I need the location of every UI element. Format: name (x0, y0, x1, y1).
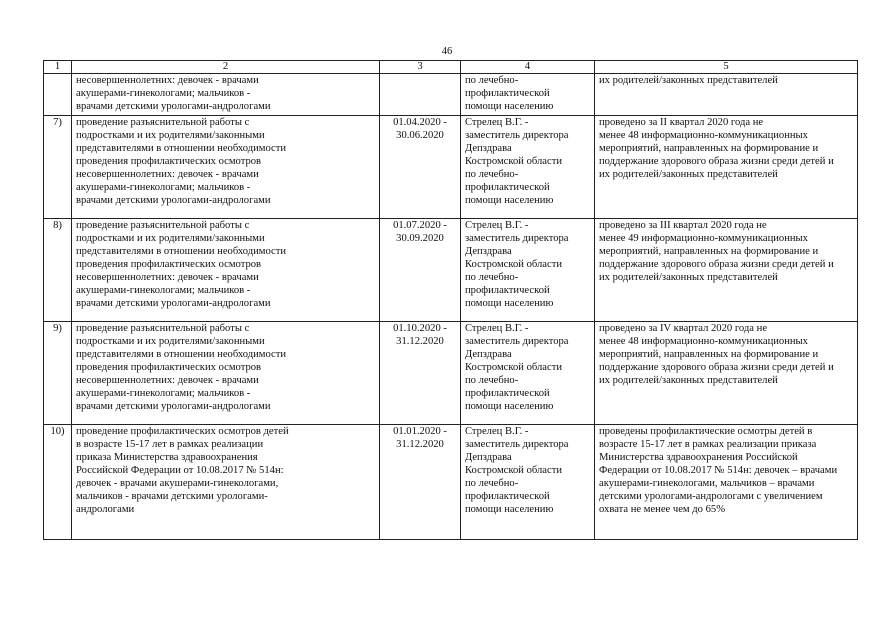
row-number-cell: 10) (44, 425, 72, 540)
row-number-cell: 9) (44, 322, 72, 425)
row-number-cell: 7) (44, 116, 72, 219)
result-line: их родителей/законных представителей (599, 272, 778, 283)
responsible-line: профилактической (465, 182, 550, 193)
responsible-line: по лечебно- (465, 75, 519, 86)
measure-text-line: несовершеннолетних: девочек - врачами (76, 272, 259, 283)
responsible-line: Костромской области (465, 259, 562, 270)
period-line: 30.06.2020 (396, 130, 444, 141)
measure-text-line: представителями в отношении необходимости (76, 143, 287, 154)
result-line: проведены профилактические осмотры детей в (599, 426, 813, 437)
responsible-line: Стрелец В.Г. - (465, 323, 529, 334)
result-line: возрасте 15-17 лет в рамках реализации приказа (599, 439, 817, 450)
result-line: проведено за IV квартал 2020 года не (599, 323, 768, 334)
measure-text-line: проведение разъяснительной работы с (76, 323, 250, 334)
responsible-line: помощи населению (465, 401, 554, 412)
responsible-cell (461, 425, 595, 540)
measure-text-line: проведение профилактических осмотров детей (76, 426, 289, 437)
result-line: проведено за III квартал 2020 года не (599, 220, 767, 231)
header-row (44, 61, 858, 74)
responsible-line: Костромской области (465, 362, 562, 373)
responsible-line: Стрелец В.Г. - (465, 117, 529, 128)
responsible-line: Депздрава (465, 349, 512, 360)
measure-text-line: проведения профилактических осмотров (76, 156, 262, 167)
measure-text-line: несовершеннолетних: девочек - врачами (76, 75, 259, 86)
responsible-line: помощи населению (465, 504, 554, 515)
responsible-line: Костромской области (465, 465, 562, 476)
responsible-line: помощи населению (465, 298, 554, 309)
result-line: Федерации от 10.08.2017 № 514н: девочек – врачами (599, 465, 838, 476)
period-cell (380, 322, 461, 425)
responsible-line: заместитель директора (465, 130, 569, 141)
period-cell (380, 74, 461, 116)
period-line: 31.12.2020 (396, 336, 444, 347)
result-line: их родителей/законных представителей (599, 169, 778, 180)
responsible-cell (461, 74, 595, 116)
measure-text-line: проведения профилактических осмотров (76, 259, 262, 270)
responsible-line: Костромской области (465, 156, 562, 167)
responsible-line: помощи населению (465, 101, 554, 112)
result-line: поддержание здорового образа жизни среди детей и (599, 362, 834, 373)
table-row (44, 219, 858, 322)
responsible-line: Депздрава (465, 143, 512, 154)
measure-description-cell (72, 74, 380, 116)
measure-text-line: несовершеннолетних: девочек - врачами (76, 375, 259, 386)
period-line: 01.07.2020 - (393, 220, 447, 231)
measure-text-line: представителями в отношении необходимости (76, 349, 287, 360)
result-cell (595, 116, 858, 219)
result-line: менее 49 информационно-коммуникационных (599, 233, 808, 244)
column-header: 3 (380, 61, 461, 74)
measure-text-line: несовершеннолетних: девочек - врачами (76, 169, 259, 180)
result-line: проведено за II квартал 2020 года не (599, 117, 764, 128)
result-line: их родителей/законных представителей (599, 75, 778, 86)
responsible-cell (461, 219, 595, 322)
responsible-line: по лечебно- (465, 272, 519, 283)
table-row (44, 425, 858, 540)
measure-text-line: андрологами (76, 504, 135, 515)
result-line: мероприятий, направленных на формирование и (599, 246, 819, 257)
result-cell (595, 425, 858, 540)
row-number-cell: 8) (44, 219, 72, 322)
responsible-line: Депздрава (465, 246, 512, 257)
period-line: 01.10.2020 - (393, 323, 447, 334)
table-row (44, 116, 858, 219)
measure-description-cell (72, 219, 380, 322)
result-line: мероприятий, направленных на формирование и (599, 349, 819, 360)
measure-text-line: Российской Федерации от 10.08.2017 № 514н: (76, 465, 284, 476)
measure-text-line: врачами детскими урологами-андрологами (76, 298, 271, 309)
result-cell (595, 219, 858, 322)
responsible-line: Стрелец В.Г. - (465, 220, 529, 231)
measure-text-line: акушерами-гинекологами; мальчиков - (76, 88, 251, 99)
result-line: менее 48 информационно-коммуникационных (599, 130, 808, 141)
result-cell (595, 322, 858, 425)
responsible-line: профилактической (465, 491, 550, 502)
responsible-line: по лечебно- (465, 169, 519, 180)
row-number-cell (44, 74, 72, 116)
measure-text-line: девочек - врачами акушерами-гинекологами, (76, 478, 279, 489)
measure-text-line: в возрасте 15-17 лет в рамках реализации (76, 439, 264, 450)
responsible-line: заместитель директора (465, 439, 569, 450)
measure-text-line: акушерами-гинекологами; мальчиков - (76, 182, 251, 193)
period-line: 01.01.2020 - (393, 426, 447, 437)
period-line: 30.09.2020 (396, 233, 444, 244)
column-header: 2 (72, 61, 380, 74)
measure-text-line: подростками и их родителями/законными (76, 233, 265, 244)
measure-text-line: врачами детскими урологами-андрологами (76, 195, 271, 206)
period-cell (380, 425, 461, 540)
responsible-line: профилактической (465, 88, 550, 99)
result-line: Министерства здравоохранения Российской (599, 452, 798, 463)
measure-text-line: проведения профилактических осмотров (76, 362, 262, 373)
result-line: детскими урологами-андрологами с увеличением (599, 491, 823, 502)
column-header: 4 (461, 61, 595, 74)
result-line: акушерами-гинекологами, мальчиков – врачами (599, 478, 815, 489)
result-line: мероприятий, направленных на формирование и (599, 143, 819, 154)
measure-text-line: проведение разъяснительной работы с (76, 220, 250, 231)
measure-description-cell (72, 322, 380, 425)
measure-description-cell (72, 116, 380, 219)
responsible-line: Депздрава (465, 452, 512, 463)
responsible-line: профилактической (465, 285, 550, 296)
result-line: поддержание здорового образа жизни среди детей и (599, 259, 834, 270)
measure-description-cell (72, 425, 380, 540)
column-header: 1 (44, 61, 72, 74)
measure-text-line: подростками и их родителями/законными (76, 130, 265, 141)
result-line: поддержание здорового образа жизни среди детей и (599, 156, 834, 167)
measure-text-line: представителями в отношении необходимости (76, 246, 287, 257)
responsible-line: заместитель директора (465, 233, 569, 244)
responsible-cell (461, 116, 595, 219)
table-row (44, 322, 858, 425)
column-header: 5 (595, 61, 858, 74)
responsible-cell (461, 322, 595, 425)
responsible-line: заместитель директора (465, 336, 569, 347)
measure-text-line: врачами детскими урологами-андрологами (76, 401, 271, 412)
responsible-line: Стрелец В.Г. - (465, 426, 529, 437)
responsible-line: по лечебно- (465, 478, 519, 489)
responsible-line: по лечебно- (465, 375, 519, 386)
page-number: 46 (441, 46, 453, 57)
measure-text-line: акушерами-гинекологами; мальчиков - (76, 285, 251, 296)
result-line: охвата не менее чем до 65% (599, 504, 726, 515)
result-line: их родителей/законных представителей (599, 375, 778, 386)
period-line: 01.04.2020 - (393, 117, 447, 128)
measure-text-line: врачами детскими урологами-андрологами (76, 101, 271, 112)
measure-text-line: приказа Министерства здравоохранения (76, 452, 258, 463)
measure-text-line: акушерами-гинекологами; мальчиков - (76, 388, 251, 399)
measures-table (43, 60, 858, 540)
period-cell (380, 219, 461, 322)
responsible-line: помощи населению (465, 195, 554, 206)
period-line: 31.12.2020 (396, 439, 444, 450)
result-cell (595, 74, 858, 116)
measure-text-line: подростками и их родителями/законными (76, 336, 265, 347)
result-line: менее 48 информационно-коммуникационных (599, 336, 808, 347)
responsible-line: профилактической (465, 388, 550, 399)
measure-text-line: проведение разъяснительной работы с (76, 117, 250, 128)
period-cell (380, 116, 461, 219)
measure-text-line: мальчиков - врачами детскими урологами- (76, 491, 268, 502)
table-row (44, 74, 858, 116)
